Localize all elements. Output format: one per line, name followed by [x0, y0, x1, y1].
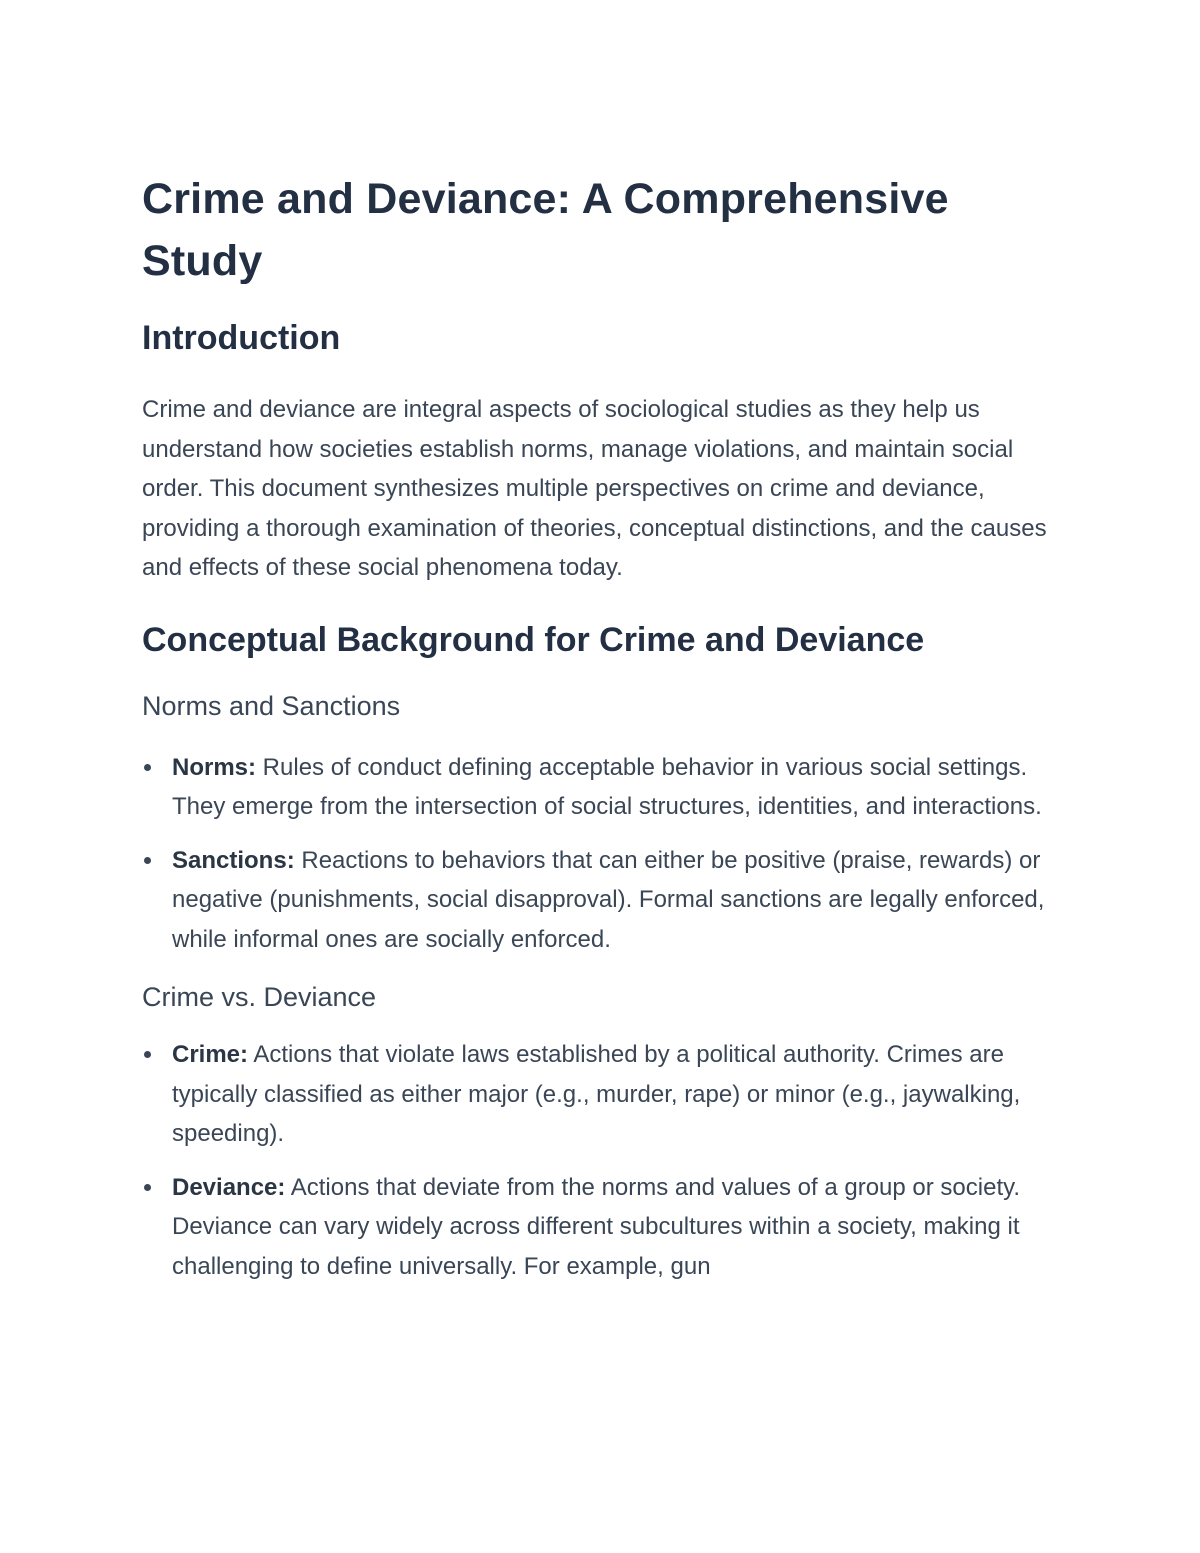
term-definition: Actions that deviate from the norms and values of a group or society. Deviance can vary widely across different subcultures within a society, making it challenging to define universally. For example, gun	[172, 1173, 1021, 1280]
list-item	[142, 748, 1072, 827]
norms-and-sanctions-heading: Norms and Sanctions	[142, 690, 401, 721]
bullet-icon	[144, 1184, 151, 1191]
bullet-icon	[144, 857, 151, 864]
list-item	[142, 1035, 1072, 1154]
bullet-icon	[144, 764, 151, 771]
introduction-paragraph: Crime and deviance are integral aspects of sociological studies as they help us understand how societies establish norms, manage violations, and maintain social order. This document synthesizes multiple perspectives on crime and deviance, providing a thorough examination of theories, conceptual distinctions, and the causes and effects of these social phenomena today.	[142, 396, 1047, 581]
term-label: Sanctions:	[172, 846, 295, 874]
term-label: Norms:	[172, 753, 257, 781]
term-definition: Rules of conduct defining acceptable behavior in various social settings. They emerge from the intersection of social structures, identities, and interactions.	[172, 753, 1042, 820]
norms-sanctions-list	[142, 748, 1072, 960]
term-definition: Actions that violate laws established by a political authority. Crimes are typically classified as either major (e.g., murder, rape) or minor (e.g., jaywalking, speeding).	[172, 1041, 1021, 1147]
document-title: Crime and Deviance: A Comprehensive Study	[142, 175, 949, 285]
term-definition: Reactions to behaviors that can either be positive (praise, rewards) or negative (punishments, social disapproval). Formal sanctions are legally enforced, while informal ones are socially enforced.	[172, 846, 1045, 953]
term-label: Crime:	[172, 1041, 249, 1068]
crime-vs-deviance-heading: Crime vs. Deviance	[142, 982, 377, 1012]
list-item	[142, 1168, 1072, 1287]
list-item	[142, 841, 1072, 960]
document-page	[142, 168, 1072, 1286]
bullet-icon	[144, 1051, 151, 1058]
conceptual-background-heading: Conceptual Background for Crime and Deviance	[142, 620, 925, 659]
crime-deviance-list	[142, 1035, 1072, 1286]
term-label: Deviance:	[172, 1173, 286, 1201]
introduction-heading: Introduction	[142, 319, 341, 357]
